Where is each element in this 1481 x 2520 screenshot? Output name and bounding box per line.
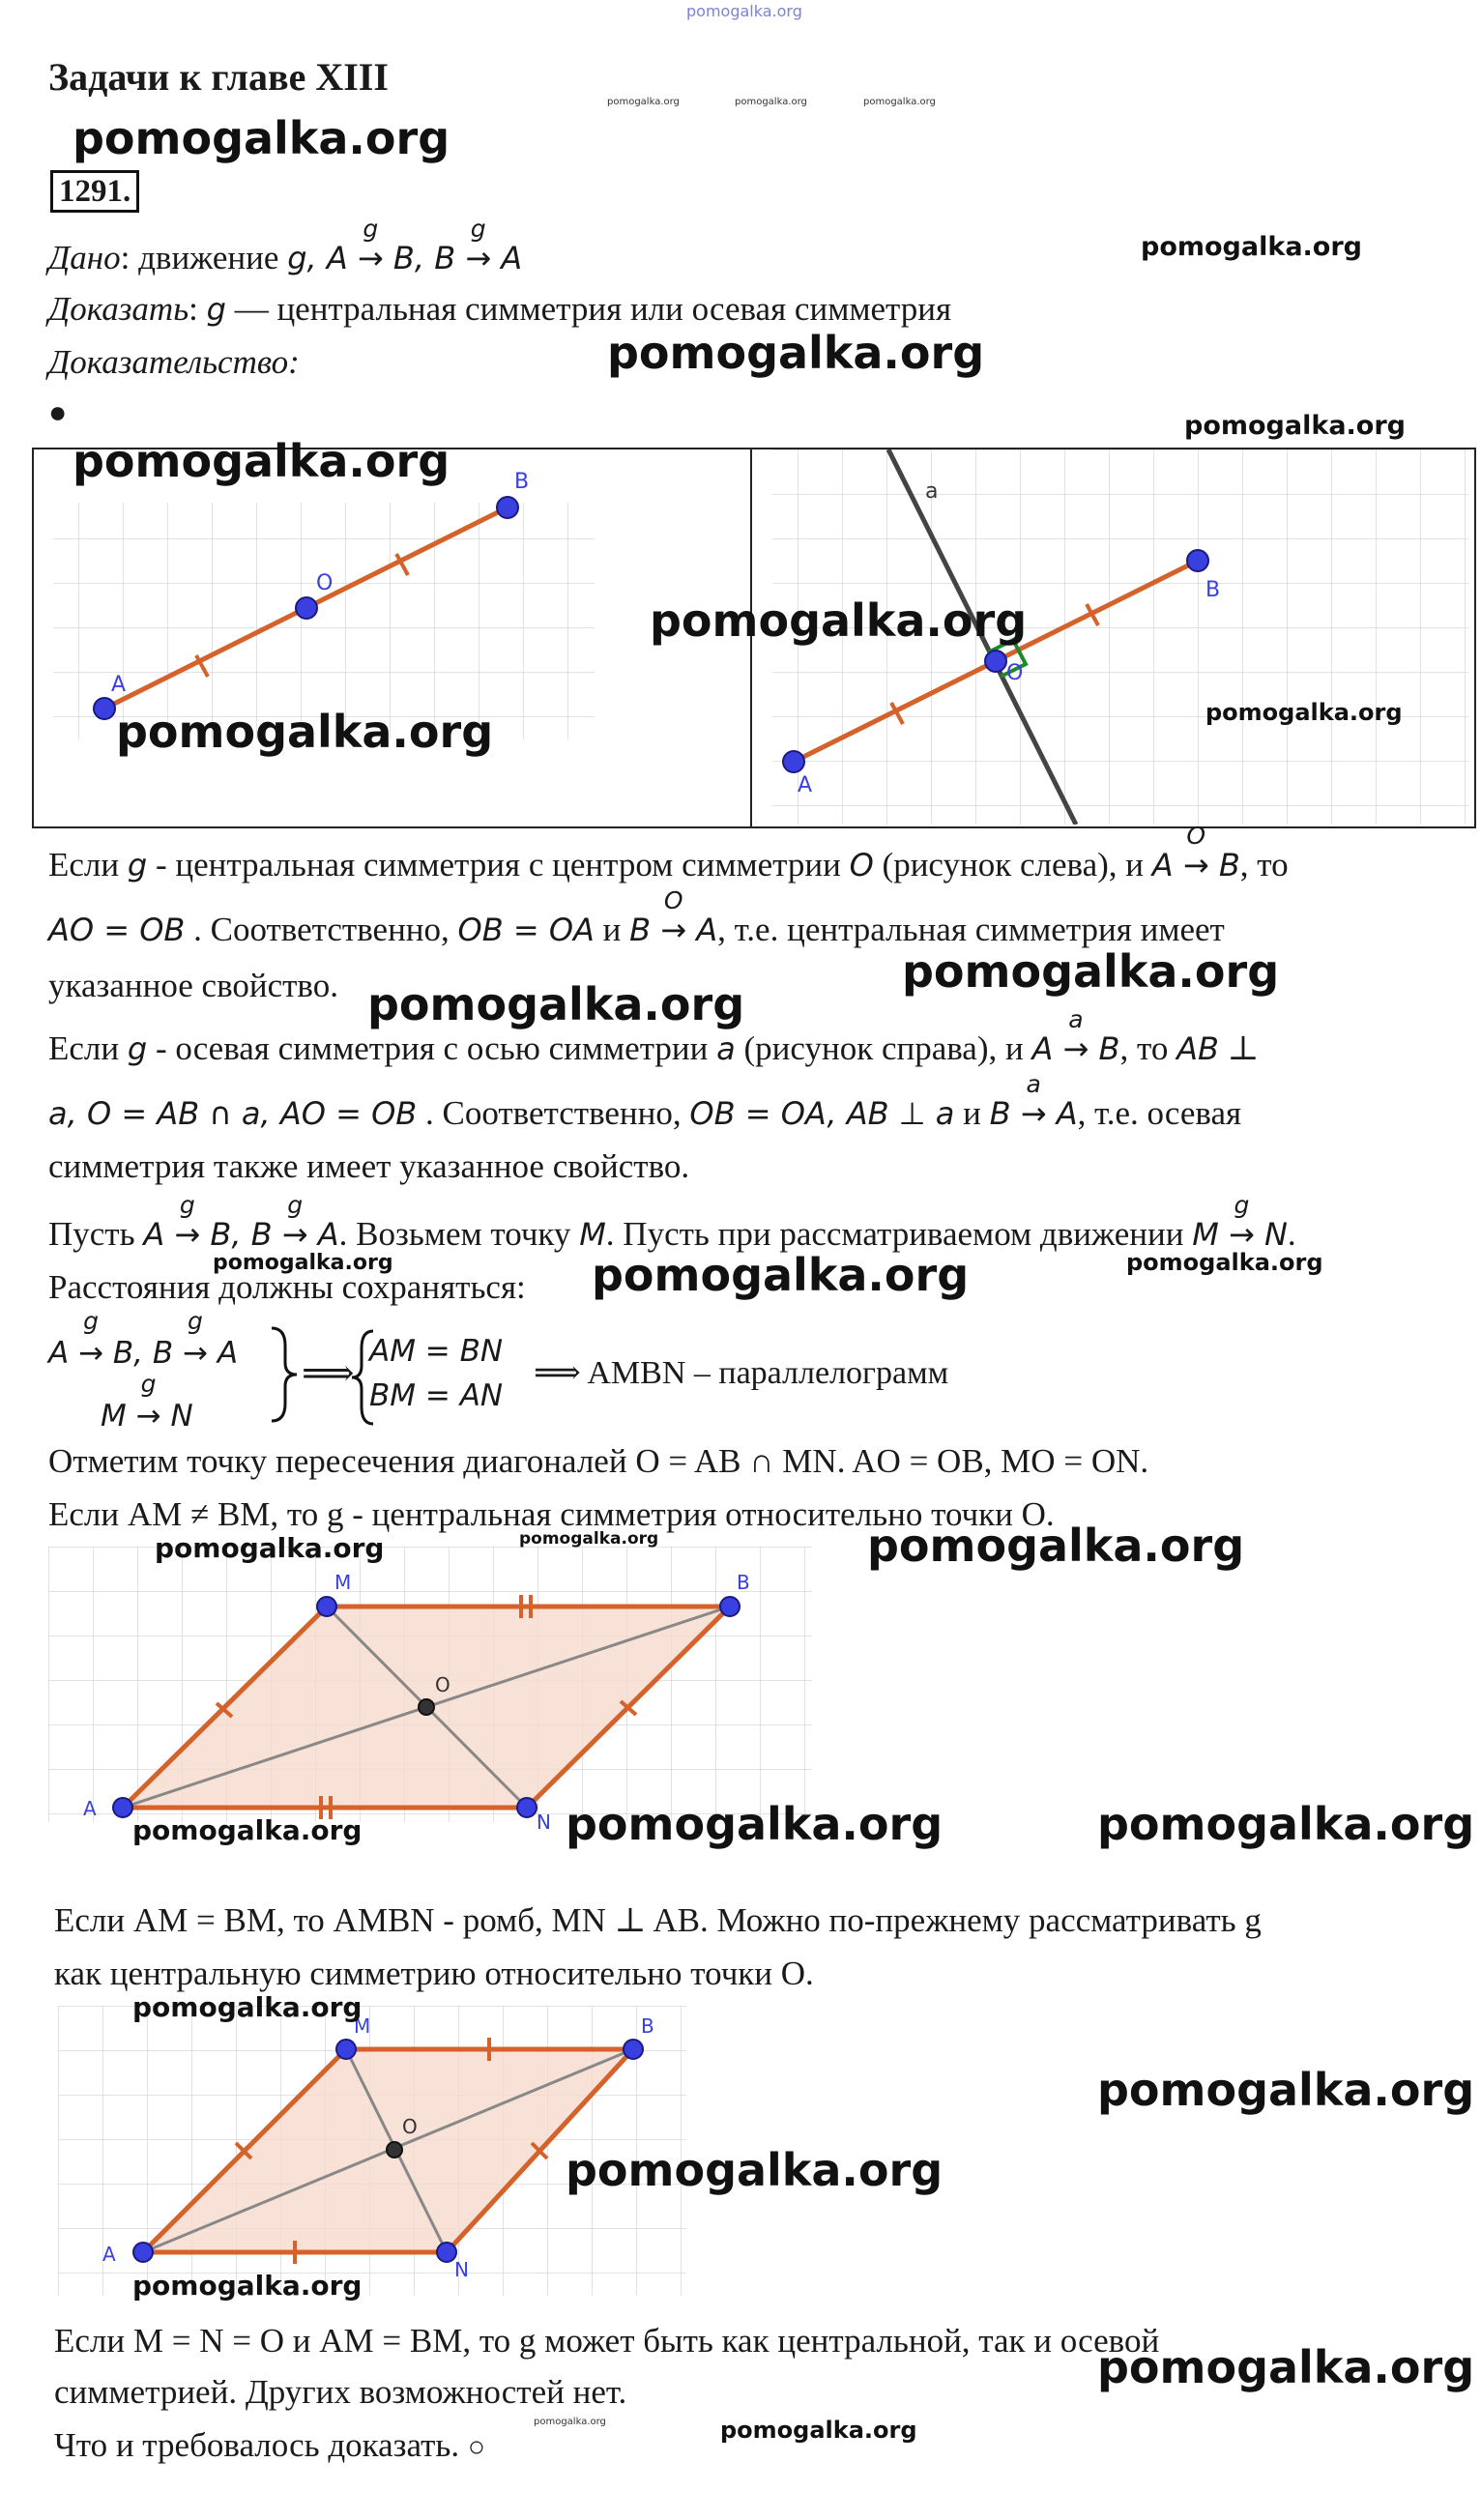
watermark: pomogalka.org [132,1814,363,1846]
point-n [437,2243,456,2262]
para1-line3: указанное свойство. [48,967,338,1004]
watermark: pomogalka.org [132,2270,363,2302]
given-line: Дано: движение g, A → g B, B → g A [48,215,523,276]
label-o: O [402,2115,418,2138]
label-m: M [334,1571,352,1594]
watermark-top: pomogalka.org [686,2,802,20]
watermark: pomogalka.org [720,2417,917,2444]
label-o: O [1006,661,1024,685]
chapter-title: Задачи к главе XIII [48,55,389,99]
watermark-small: pomogalka.org [735,97,807,107]
watermark: pomogalka.org [1205,699,1403,726]
watermark-small: pomogalka.org [607,97,680,107]
watermark: pomogalka.org [73,112,450,164]
para2-line2: a, O = AB ∩ a, AO = OB . Соответственно, OB = OA, AB ⊥ a и B → a A, т.е. осевая [48,1070,1242,1132]
watermark: pomogalka.org [1097,2064,1475,2116]
watermark: pomogalka.org [902,945,1280,998]
para1-line2: AO = OB . Соответственно, OB = OA и B → O A, т.е. центральная симметрия имеет [48,886,1225,948]
para6-line1: Если AM = BM, то AMBN - ромб, MN ⊥ AB. Можно по-прежнему рассматривать g [54,1901,1262,1939]
label-b: B [641,2014,654,2038]
watermark: pomogalka.org [1097,1798,1475,1850]
watermark-small: pomogalka.org [863,97,936,107]
label-b: B [1205,578,1221,602]
system-result: ⟹ AMBN – параллелограмм [534,1355,949,1391]
para2-line3: симметрия также имеет указанное свойство. [48,1147,690,1185]
point-o [387,2142,402,2158]
watermark: pomogalka.org [519,1529,659,1549]
para7-line3: Что и требовалось доказать. ○ [54,2426,486,2464]
watermark: pomogalka.org [213,1251,393,1275]
right-brace [266,1326,305,1423]
figure-parallelogram [48,1547,822,1837]
equation-bm-an: BM = AN [369,1378,504,1413]
problem-number: 1291. [50,170,139,213]
watermark: pomogalka.org [607,327,985,379]
label-axis-a: a [925,479,939,504]
label-a: A [798,773,813,797]
para3-line2: Расстояния должны сохраняться: [48,1268,526,1306]
point-a [94,698,115,719]
label-a: A [83,1797,97,1820]
watermark: pomogalka.org [1126,1249,1323,1276]
equation-am-bn: AM = BN [369,1334,504,1369]
bullet: ● [48,394,68,429]
point-n [517,1798,537,1817]
point-b [624,2040,643,2059]
watermark: pomogalka.org [566,2144,944,2196]
watermark: pomogalka.org [116,706,494,758]
watermark-small: pomogalka.org [534,2417,606,2427]
para2-line1: Если g - осевая симметрия с осью симметрии a (рисунок справа), и A → a B, то AB ⊥ [48,1005,1260,1067]
watermark: pomogalka.org [132,1991,363,2023]
para1-line1: Если g - центральная симметрия с центром симметрии O (рисунок слева), и A → O B, то [48,822,1289,883]
proof-label: Доказательство: [48,343,300,381]
implies-sign: ⟹ [302,1353,355,1394]
label-m: M [354,2014,371,2038]
label-b: B [737,1571,750,1594]
point-m [317,1597,336,1616]
grid [53,503,595,739]
system-left-2: M → g N [101,1370,193,1434]
watermark: pomogalka.org [650,594,1028,647]
figure-central-symmetry [34,449,749,825]
para7-line2: симметрией. Других возможностей нет. [54,2373,627,2411]
point-o [419,1699,434,1715]
label-n: N [537,1810,551,1834]
point-o [296,597,317,619]
label-n: N [454,2258,469,2281]
para4: Отметим точку пересечения диагоналей O = AB ∩ MN. AO = OB, MO = ON. [48,1442,1149,1480]
watermark: pomogalka.org [1141,232,1362,262]
label-o: O [316,571,334,595]
watermark: pomogalka.org [592,1249,970,1301]
watermark: pomogalka.org [1097,2341,1475,2393]
label-a: A [102,2243,116,2266]
watermark: pomogalka.org [1184,411,1406,441]
prove-line: Доказать: g — центральная симметрия или осевая симметрия [48,290,952,328]
point-b [720,1597,740,1616]
point-a [783,751,804,772]
watermark: pomogalka.org [73,435,450,487]
label-o: O [435,1673,450,1696]
label-a: A [111,673,127,697]
point-m [336,2040,356,2059]
watermark: pomogalka.org [155,1532,385,1564]
point-a [113,1798,132,1817]
para3-line1: Пусть A → g B, B → g A. Возьмем точку M. Пусть при рассматриваемом движении M → g N. [48,1191,1296,1253]
para7-line1: Если M = N = O и AM = BM, то g может быть как центральной, так и осевой [54,2322,1160,2360]
label-b: B [514,470,530,494]
point-b [1187,550,1208,571]
para5: Если AM ≠ BM, то g - центральная симметрия относительно точки O. [48,1495,1055,1533]
watermark: pomogalka.org [867,1520,1245,1572]
point-o [985,651,1006,672]
para6-line2: как центральную симметрию относительно точки O. [54,1955,814,1992]
point-b [497,497,518,518]
watermark: pomogalka.org [566,1798,944,1850]
point-a [133,2243,153,2262]
watermark: pomogalka.org [367,978,745,1030]
system-left-1: A → g B, B → g A [48,1307,239,1371]
